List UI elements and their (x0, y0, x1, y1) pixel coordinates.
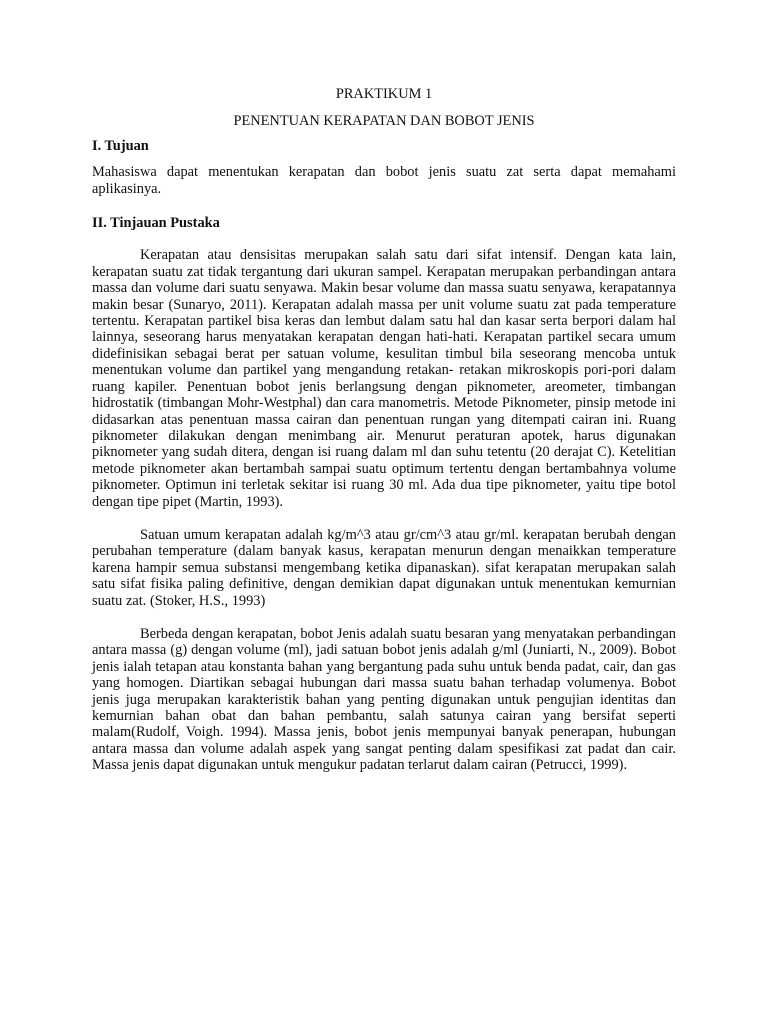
document-page (92, 86, 676, 774)
paragraph-bobot-jenis: Berbeda dengan kerapatan, bobot Jenis adalah suatu besaran yang menyatakan perbandingan antara massa (g) dengan volume (ml), jadi satuan bobot jenis adalah g/ml (Juniarti, N., 2009). Bobot jenis ialah tetapan atau konstanta bahan yang bergantung pada suhu untuk benda padat, cair, dan gas yang homogen. Diartikan sebagai hubungan dari massa suatu bahan terhadap volumenya. Bobot jenis juga merupakan karakteristik bahan yang penting digunakan untuk pengujian identitas dan kemurnian bahan obat dan bahan pembantu, salah satunya cairan yang bersifat seperti malam(Rudolf, Voigh. 1994). Massa jenis, bobot jenis mempunyai banyak penerapan, hubungan antara massa dan volume adalah aspek yang sangat penting dalam spesifikasi zat padat dan cair. Massa jenis dapat digunakan untuk mengukur padatan terlarut dalam cairan (Petrucci, 1999). (92, 625, 676, 774)
paragraph-tujuan: Mahasiswa dapat menentukan kerapatan dan bobot jenis suatu zat serta dapat memahami aplikasinya. (92, 164, 676, 197)
document-title: PRAKTIKUM 1 (335, 86, 433, 102)
section-heading-tujuan: I. Tujuan (92, 137, 149, 154)
section-heading-tinjauan-pustaka: II. Tinjauan Pustaka (92, 215, 220, 232)
document-subtitle: PENENTUAN KERAPATAN DAN BOBOT JENIS (233, 113, 535, 130)
paragraph-kerapatan: Kerapatan atau densisitas merupakan salah satu dari sifat intensif. Dengan kata lain, kerapatan suatu zat tidak tergantung dari ukuran sampel. Kerapatan merupakan perbandingan antara massa dan volume dari suatu senyawa. Makin besar volume dan massa suatu senyawa, kerapatannya makin besar (Sunaryo, 2011). Kerapatan adalah massa per unit volume suatu zat pada temperature tertentu. Kerapatan partikel bisa keras dan lembut dalam satu hal dan kasar serta berpori dalam hal lainnya, seseorang harus menyatakan kerapatan dengan hati-hati. Kerapatan partikel secara umum didefinisikan sebagai berat per satuan volume, kesulitan timbul bila seseorang mencoba untuk menentukan volume dan partikel yang mengandung retakan- retakan mikroskopis pori-pori dalam ruang kapiler. Penentuan bobot jenis berlangsung dengan piknometer, areometer, timbangan hidrostatik (timbangan Mohr-Westphal) dan cara manometris. Metode Piknometer, pinsip metode ini didasarkan atas penentuan massa cairan dan penentuan rungan yang ditempati cairan ini. Ruang piknometer dilakukan dengan menimbang air. Menurut peraturan apotek, harus digunakan piknometer yang sudah ditera, dengan isi ruang dalam ml dan suhu tetentu (20 derajat C). Ketelitian metode piknometer akan bertambah sampai suatu optimum tertentu dengan bertambahnya volume piknometer. Optimun ini terletak sekitar isi ruang 30 ml. Ada dua tipe piknometer, yaitu tipe botol dengan tipe pipet (Martin, 1993). (92, 247, 676, 510)
paragraph-satuan-kerapatan: Satuan umum kerapatan adalah kg/m^3 atau gr/cm^3 atau gr/ml. kerapatan berubah dengan perubahan temperature (dalam banyak kasus, kerapatan menurun dengan menaikkan temperature karena hampir semua substansi mengembang ketika dipanaskan). sifat kerapatan merupakan salah satu sifat fisika paling definitive, dengan demikian dapat digunakan untuk menentukan kemurnian suatu zat. (Stoker, H.S., 1993) (92, 526, 676, 609)
